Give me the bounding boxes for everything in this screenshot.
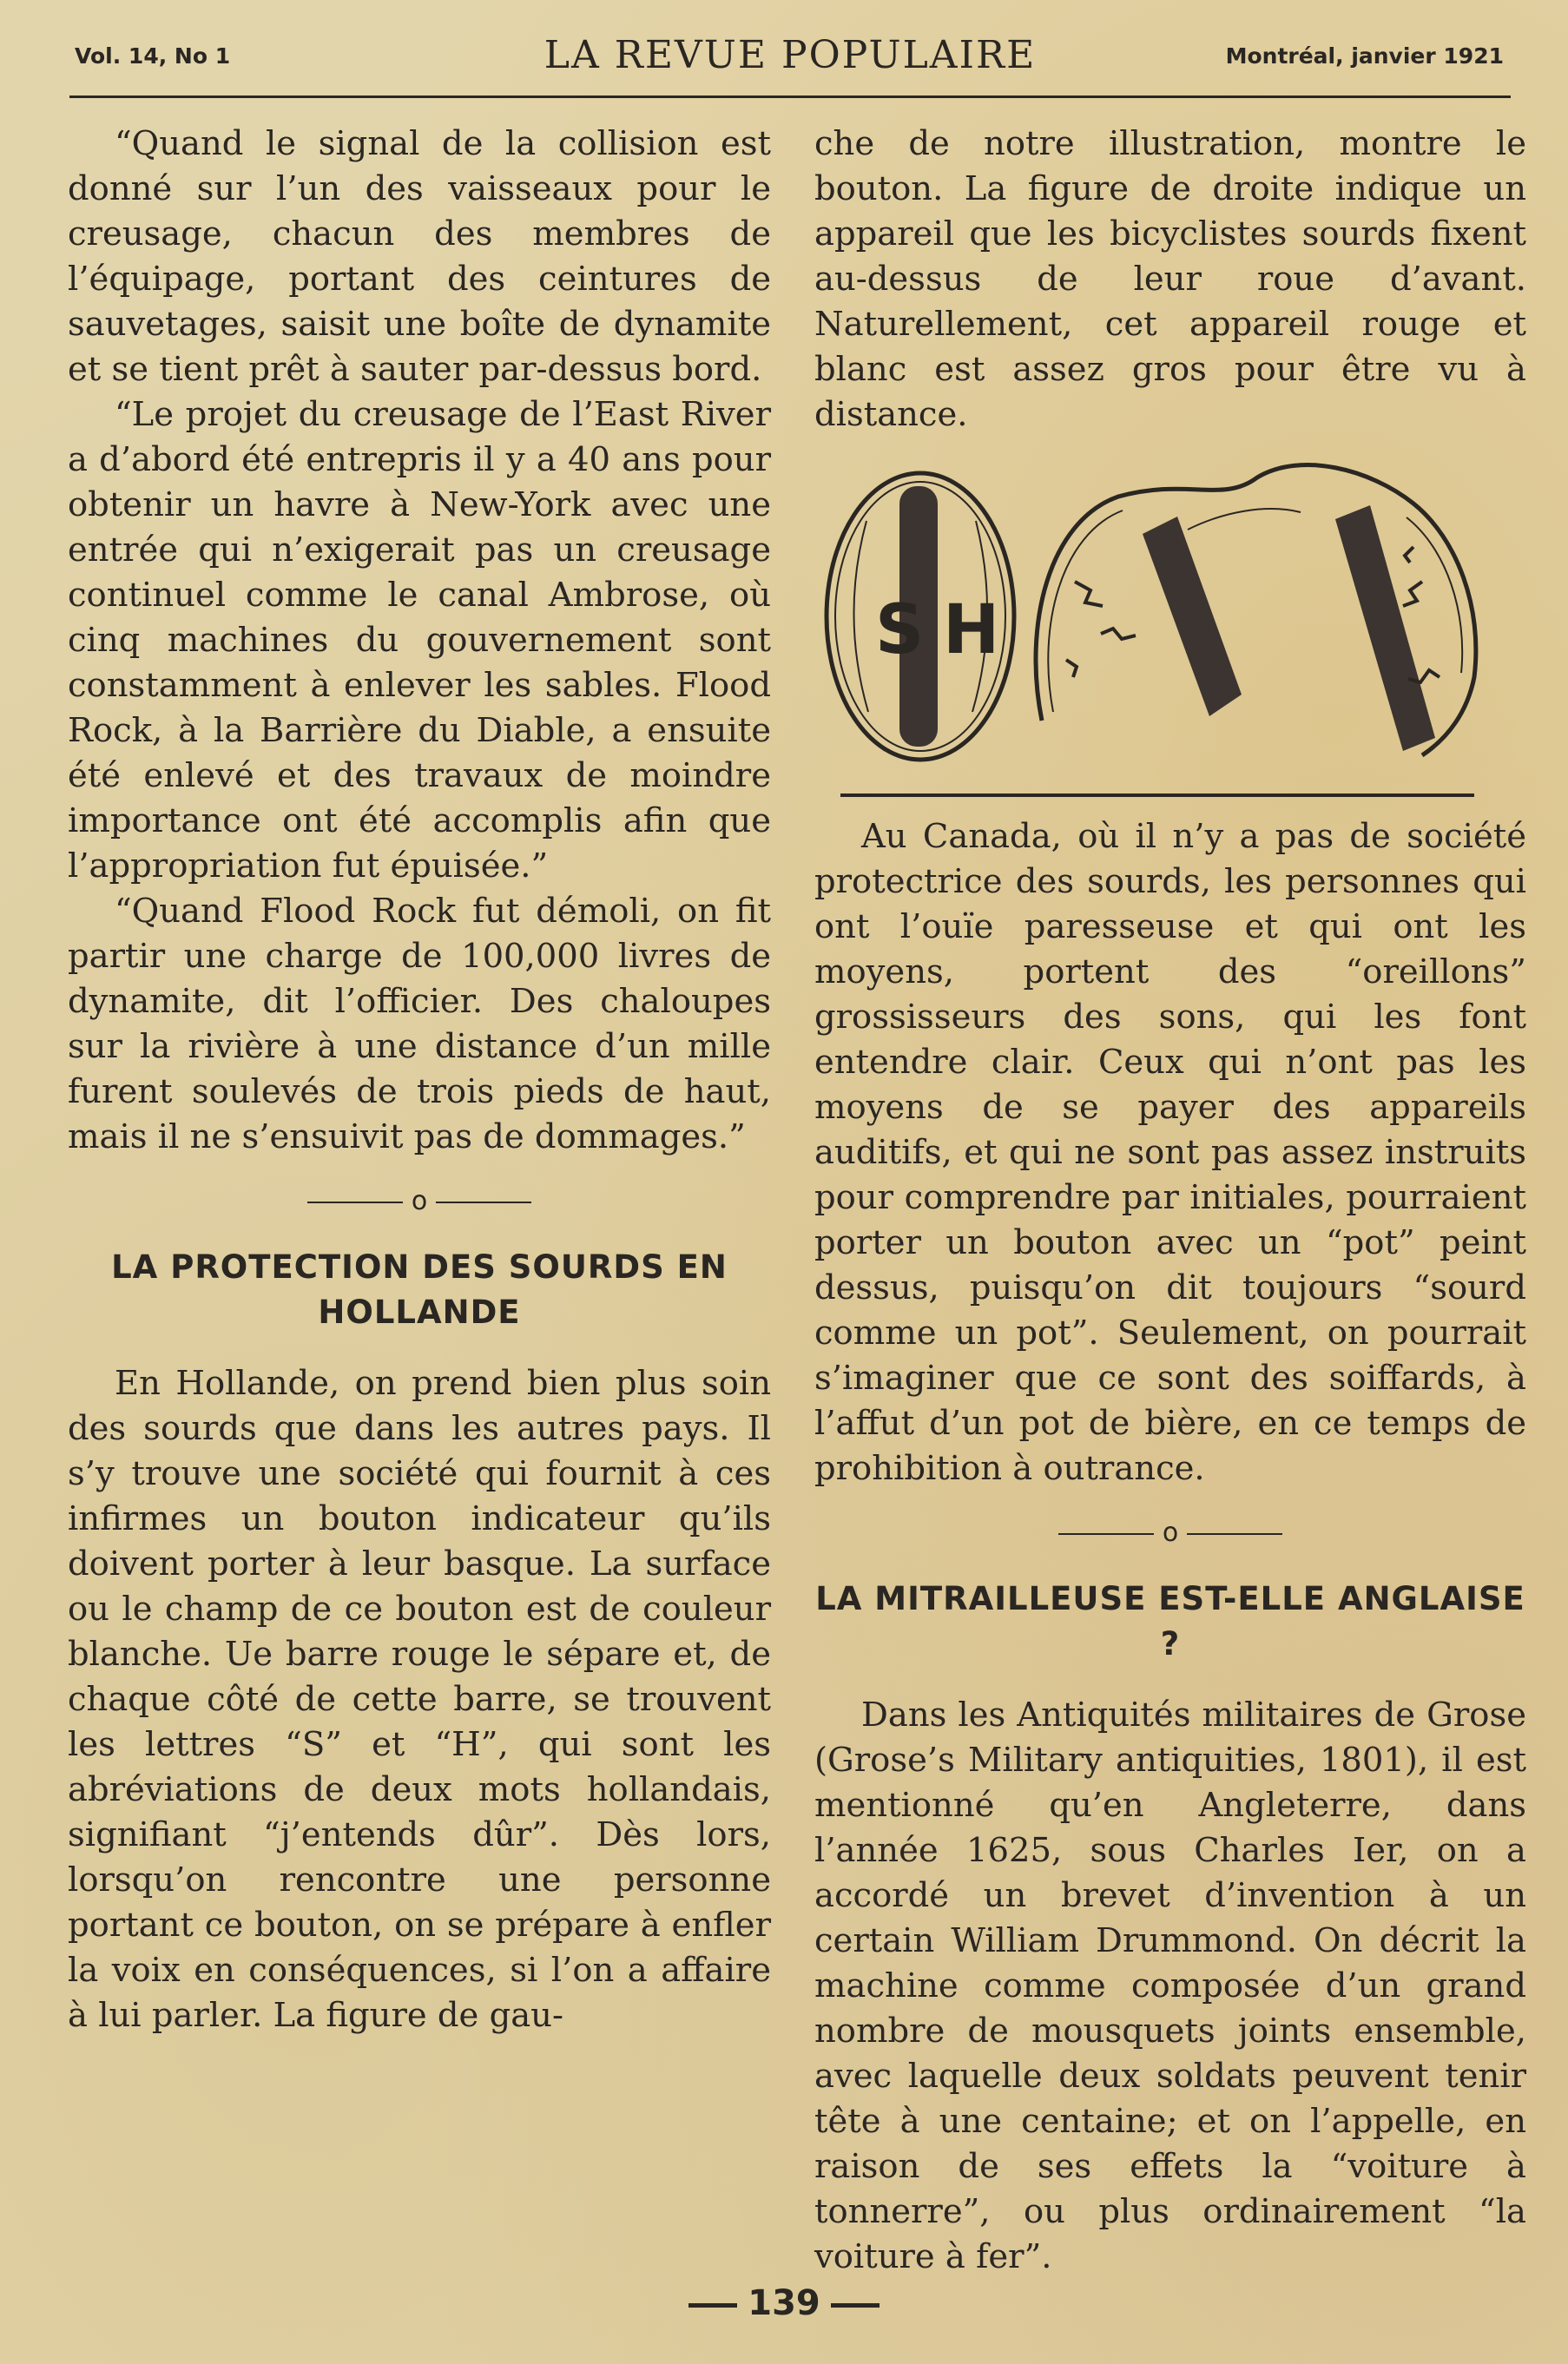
illustration-drawing bbox=[814, 451, 1526, 787]
separator-line bbox=[436, 1202, 531, 1203]
bicycle-device-icon bbox=[1036, 465, 1476, 755]
article-paragraph: “Quand Flood Rock fut démoli, on fit partir une charge de 100,000 livres de dynamite, dit l’officier. Des chaloupes sur la rivière à une distance d’un mille furent soulevés de trois pieds de haut, mais il ne s’ensuivit pas de dommages.” bbox=[68, 892, 771, 1156]
button-letter-s: S bbox=[875, 591, 925, 669]
left-column bbox=[68, 122, 771, 2038]
sh-button-icon bbox=[827, 473, 1014, 760]
article-heading: LA MITRAILLEUSE EST-ELLE ANGLAISE ? bbox=[815, 1580, 1525, 1663]
separator-mark: o bbox=[411, 1186, 428, 1216]
article-paragraph: che de notre illustration, montre le bouton. La figure de droite indique un appareil que les bicyclistes sourds fixent au-dessus de leur roue d’avant. Naturellement, cet appareil rouge et blanc est assez gros pour être vu à distance. bbox=[814, 124, 1526, 434]
page-header bbox=[69, 33, 1511, 82]
folio-dash bbox=[831, 2303, 880, 2308]
issue-date: Montréal, janvier 1921 bbox=[1225, 43, 1504, 69]
right-column bbox=[814, 122, 1526, 2280]
button-letter-h: H bbox=[943, 591, 1000, 669]
article-paragraph: Au Canada, où il n’y a pas de société protectrice des sourds, les personnes qui ont l’ouïe paresseuse et qui ont les moyens, portent des “oreillons” grossisseurs des sons, qui les font entendre clair. Ceux qui n’ont pas les moyens de se payer des appareils auditifs, et qui ne sont pas assez instruits pour comprendre par initiales, pourraient porter un bouton avec un “pot” peint dessus, puisqu’on dit toujours “sourd comme un pot”. Seulement, on pourrait s’imaginer que ce sont des soiffards, à l’affut d’un pot de bière, en ce temps de prohibition à outrance. bbox=[814, 817, 1526, 1488]
separator-line bbox=[1058, 1533, 1154, 1535]
figure-rule bbox=[840, 793, 1474, 797]
volume-number: Vol. 14, No 1 bbox=[75, 43, 231, 69]
page-number: 139 bbox=[748, 2283, 820, 2323]
publication-title: LA REVUE POPULAIRE bbox=[544, 33, 1037, 77]
separator-mark: o bbox=[1162, 1518, 1179, 1548]
section-separator bbox=[68, 1184, 771, 1219]
article-paragraph: Dans les Antiquités militaires de Grose (Grose’s Military antiquities, 1801), il est mentionné qu’en Angleterre, dans l’année 1625, sous Charles Ier, on a accordé un brevet d’invention à un certain William Drummond. On décrit la machine comme composée d’un grand nombre de mousquets joints ensemble, avec laquelle deux soldats peuvent tenir tête à une centaine; et on l’appelle, en raison de ses effets la “voiture à tonnerre”, ou plus ordinairement “la voiture à fer”. bbox=[814, 1696, 1526, 2276]
illustration-figure bbox=[814, 451, 1526, 787]
separator-line bbox=[307, 1202, 403, 1203]
separator-line bbox=[1187, 1533, 1282, 1535]
section-separator bbox=[814, 1516, 1526, 1551]
article-paragraph: “Le projet du creusage de l’East River a d’abord été entrepris il y a 40 ans pour obtenir un havre à New-York avec une entrée qui n’exigerait pas un creusage continuel comme le canal Ambrose, où cinq machines du gouvernement sont constamment à enlever les sables. Flood Rock, à la Barrière du Diable, a ensuite été enlevé et des travaux de moindre importance ont été accomplis afin que l’appropriation fut épuisée.” bbox=[68, 395, 771, 886]
header-rule bbox=[69, 95, 1511, 98]
page-number-footer bbox=[0, 2283, 1568, 2323]
article-paragraph: “Quand le signal de la collision est donné sur l’un des vaisseaux pour le creusage, chacun des membres de l’équipage, portant des ceintures de sauvetages, saisit une boîte de dynamite et se tient prêt à sauter par-dessus bord. bbox=[68, 124, 771, 389]
article-paragraph: En Hollande, on prend bien plus soin des sourds que dans les autres pays. Il s’y trouve une société qui fournit à ces infirmes un bouton indicateur qu’ils doivent porter à leur basque. La surface ou le champ de ce bouton est de couleur blanche. Ue barre rouge le sépare et, de chaque côté de cette barre, se trouvent les lettres “S” et “H”, qui sont les abréviations de deux mots hollandais, signifiant “j’entends dûr”. Dès lors, lorsqu’on rencontre une personne portant ce bouton, on se prépare à enfler la voix en conséquences, si l’on a affaire à lui parler. La figure de gau- bbox=[68, 1364, 771, 2035]
article-heading: LA PROTECTION DES SOURDS EN HOLLANDE bbox=[111, 1248, 728, 1331]
folio-dash bbox=[688, 2303, 737, 2308]
